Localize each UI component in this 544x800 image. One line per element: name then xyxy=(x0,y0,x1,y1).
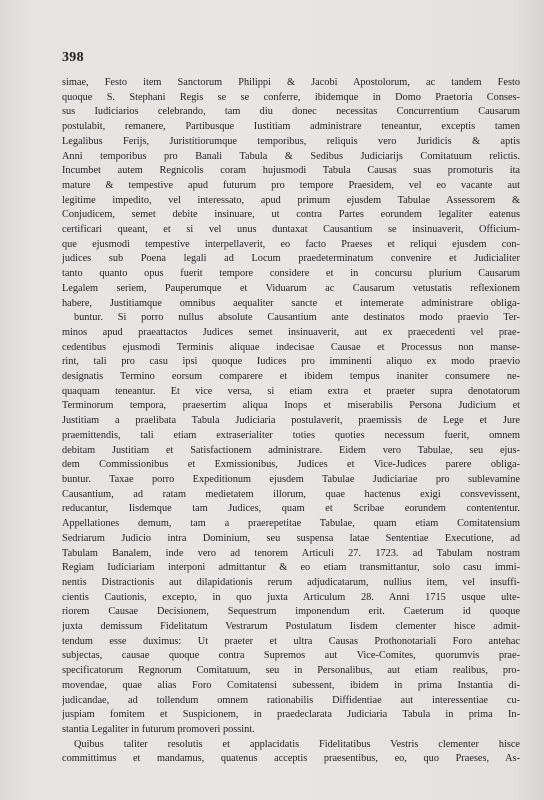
text-line: buntur. Si porro nullus absolute Causantium ante destinatos modo praevio Ter- xyxy=(74,312,520,324)
text-line: postulabit, remanere, Partibusque Iustitiam administrare teneantur, exceptis tamen xyxy=(62,121,520,133)
text-line: Terminorum tempora, praesertim aliqua Inops et miserabilis Persona Judicium et xyxy=(62,400,520,412)
text-line: juxta demissum Fidelitatum Vestrarum Postulatum Iisdem clementer hisce admit- xyxy=(62,621,520,633)
text-line: buntur. Taxae porro Expeditionum ejusdem Tabulae Judiciariae pro sublevamine xyxy=(62,473,520,485)
text-line: Justitiam a praelibata Tabula Judiciaria postulaverit, praemissis de Lege et Jure xyxy=(62,415,520,427)
text-line: dem Commissionibus et Exmissionibus, Judices et Vice-Judices parere obliga- xyxy=(62,459,520,471)
text-line: cedentibus ejusmodi Terminis aliquae indecisae Causae et Processus non manse- xyxy=(62,341,520,353)
text-line: judices sub Poena legali ad Locum praedeterminatum convenire et Judicialiter xyxy=(62,253,520,265)
text-line: designatis Termino eorsum comparere et ibidem tempus inaniter consumere ne- xyxy=(62,371,520,383)
text-line: specificatorum Regnorum Comitatuum, seu in Personalibus, aut etiam realibus, pro- xyxy=(62,665,520,677)
text-line: simae, Festo item Sanctorum Philippi & Jacobi Apostolorum, ac tandem Festo xyxy=(62,77,520,88)
body-text xyxy=(62,76,520,767)
text-line: committimus et mandamus, quatenus acceptis praesentibus, eo, quo Praeses, As- xyxy=(62,753,520,765)
text-line: Sedriarum Judicio intra Dominium, seu suspensa latae Sententiae Executione, ad xyxy=(62,532,520,544)
text-line: Tabulam Banalem, inde vero ad tenorem Articuli 27. 1723. ad Tabulam nostram xyxy=(62,547,520,559)
text-line: habere, Justitiamque omnibus aequaliter sancte et intemerate administrare obliga- xyxy=(62,297,520,309)
text-line: Causantium, ad ratam medietatem illorum, quae hactenus exigi consvevissent, xyxy=(62,488,520,500)
page-number: 398 xyxy=(62,50,84,65)
text-line: judicandae, ad tollendum omnem rationabilis Diffidentiae aut interessentiae cu- xyxy=(62,694,520,706)
text-line: movendae, quae alias Foro Comitatensi subessent, ibidem in prima Instantia di- xyxy=(62,679,520,691)
text-line: sus Iudiciarios celebrando, tam diu donec necessitas Concurrentium Causarum xyxy=(62,106,520,118)
text-line: nentis Distractionis aut dilapidationis rerum adjudicatarum, nullius item, vel insuffi- xyxy=(62,576,520,588)
text-line: stantia Legaliter in futurum promoveri possint. xyxy=(62,723,255,735)
text-line: Anni temporibus pro Banali Tabula & Sedibus Judiciarijs Comitatuum relictis. xyxy=(62,150,520,162)
text-line: Appellationes demum, tam a praerepetitae Tabulae, quam etiam Comitatensium xyxy=(62,518,520,530)
text-line: subjectas, causae quoque contra Supremos aut Vice-Comites, quorumvis prae- xyxy=(62,650,520,662)
text-line: certificari queant, et si vel unus duntaxat Causantium se insinuaverit, Officium- xyxy=(62,224,520,236)
text-line: Conjudicem, semet debite insinuare, ut contra Partes eorundem legaliter eatenus xyxy=(62,209,520,221)
text-line: que ejusmodi tempestive interpellaverit, eo facto Praeses et reliqui ejusdem con- xyxy=(62,238,520,250)
text-line: quaquam teneantur. Et vice versa, si etiam extra et praeter supra denotatorum xyxy=(62,385,520,397)
text-line: quoque S. Stephani Regis se se conferre, ibidemque in Domo Praetoria Conses- xyxy=(62,91,520,103)
text-line: reducantur, Iisdemque tam Judices, quam et Scribae eorundem contententur. xyxy=(62,503,520,515)
text-line: riorem Causae Decisionem, Sequestrum imponendum erit. Caeterum id quoque xyxy=(62,606,520,618)
text-line: Regiam Iudiciariam interponi admittantur & eo etiam transmittantur, solo casu immi- xyxy=(62,562,520,574)
text-line: tanto quanto opus fuerit tempore considere et in concursu plurium Causarum xyxy=(62,268,520,280)
text-line: debitam Justitiam et Satisfactionem administrare. Eidem vero Tabulae, seu ejus- xyxy=(62,444,520,456)
text-line: Quibus taliter resolutis et applacidatis Fidelitatibus Vestris clementer hisce xyxy=(74,738,520,750)
text-line: mature & tempestive apud futurum pro tempore Praesidem, vel eo vacante aut xyxy=(62,179,520,191)
text-line: rint, tali pro casu ipsi quoque Iudices pro imminenti aliquo ex modo praevio xyxy=(62,356,520,368)
text-line: Legalem seriem, Pauperumque et Viduarum ac Causarum vetustatis reflexionem xyxy=(62,282,520,294)
text-line: cientis Cautionis, excepto, in quo juxta Articulum 28. Anni 1715 usque ulte- xyxy=(62,591,520,603)
text-line: tendum esse duximus: Ut praeter et ultra Causas Prothonotariali Foro antehac xyxy=(62,635,520,647)
text-line: legitime impedito, vel interessato, apud primum ejusdem Tabulae Assessorem & xyxy=(62,194,520,206)
text-line: Legalibus Ferijs, Juristitiorumque temporibus, reliquis vero Juridicis & aptis xyxy=(62,135,520,147)
text-line: minos apud praeattactos Judices semet insinuaverit, aut ex praecedenti vel prae- xyxy=(62,326,520,338)
text-line: juspiam fomitem et Suspicionem, in praedeclarata Judiciaria Tabula in prima In- xyxy=(62,709,520,721)
text-line: Incumbet autem Regnicolis coram hujusmodi Tabula Causas suas promoturis ita xyxy=(62,165,520,177)
text-line: praemittendis, tali etiam extraserialiter toties quoties necessum fuerit, omnem xyxy=(62,429,520,441)
